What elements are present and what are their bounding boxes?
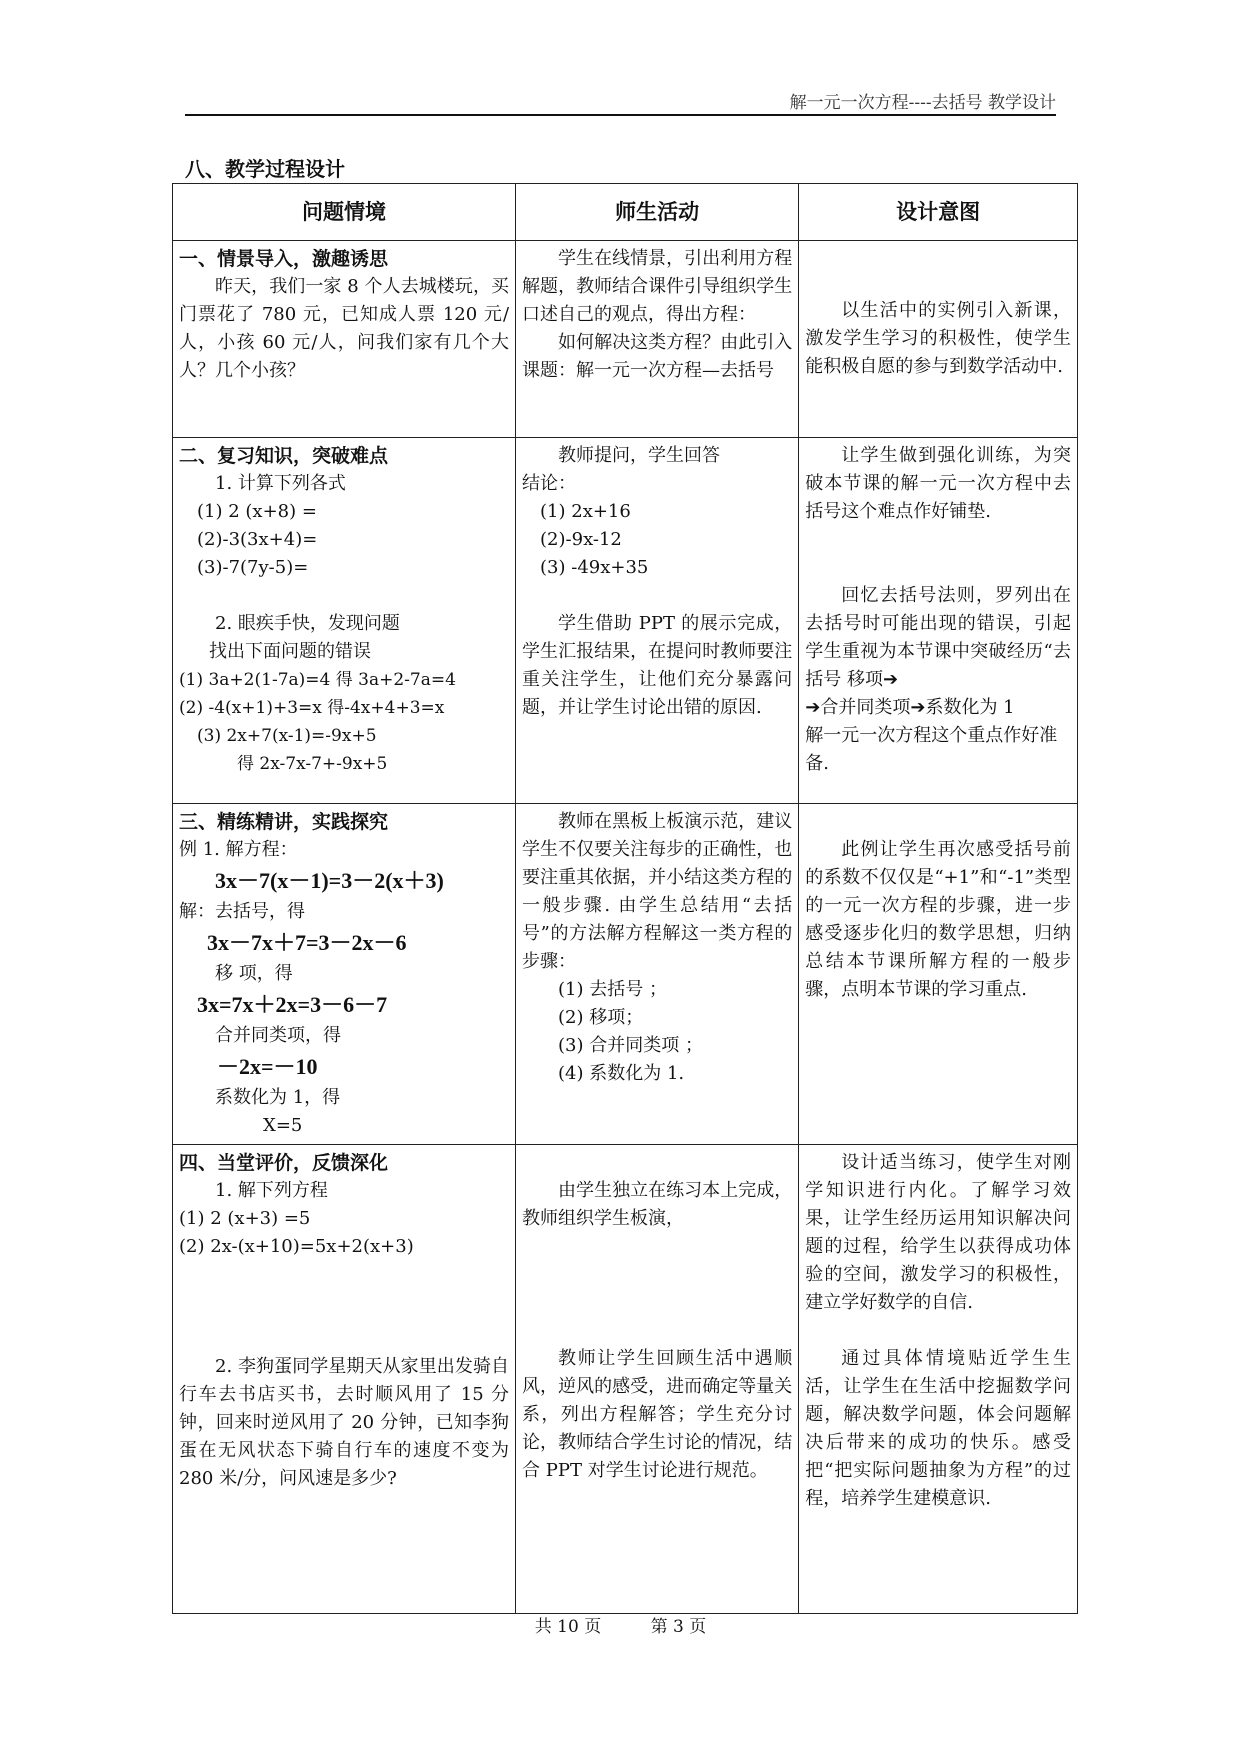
question-label: 1. 解下列方程 — [215, 1180, 328, 1201]
intent-text: 设计适当练习，使学生对刚学知识进行内化。了解学习效果，让学生经历运用知识解决问题的过程，给学生以获得成功体验的空间，激发学习的积极性，建立学好数学的自信. — [805, 1152, 1071, 1313]
question-label: 1. 计算下列各式 — [215, 473, 346, 494]
teaching-process-table — [172, 183, 1078, 1614]
step-item: (2) 移项； — [558, 1007, 644, 1028]
scenario-cell — [173, 1145, 516, 1614]
list-item: (1) 2 (x+8) = — [197, 501, 317, 522]
activity-cell — [516, 438, 799, 804]
question-label: 2. 眼疾手快，发现问题 — [215, 613, 400, 634]
intent-text-part: 合并同类项 — [820, 697, 911, 718]
section-title: 八、教学过程设计 — [185, 157, 345, 181]
activity-cell — [516, 241, 799, 438]
current-page: 第 3 页 — [650, 1617, 707, 1637]
scenario-cell — [173, 804, 516, 1145]
table-row — [173, 804, 1078, 1145]
equation: 3x=7x＋2x=3－6－7 — [197, 992, 388, 1017]
row-heading: 二、复习知识，突破难点 — [179, 445, 389, 467]
column-header-activity: 师生活动 — [516, 184, 799, 241]
solution-step: 系数化为 1，得 — [215, 1087, 341, 1108]
equation: －2x=－10 — [217, 1054, 318, 1079]
step-item: (1) 去括号 ； — [558, 979, 667, 1000]
row-heading: 四、当堂评价，反馈深化 — [179, 1152, 389, 1174]
example-label: 例 1. 解方程： — [179, 839, 298, 860]
intent-cell — [799, 438, 1078, 804]
intent-text: 此例让学生再次感受括号前的系数不仅仅是“+1”和“-1”类型的一元一次方程的步骤，进一步感受逐步化归的数学思想，归纳总结本节课所解方程的一般步骤，点明本节课的学习重点. — [805, 839, 1071, 1000]
intent-text: 通过具体情境贴近学生生活，让学生在生活中挖掘数学问题，解决数学问题，体会问题解决后带来的成功的快乐。感受把“把实际问题抽象为方程”的过程，培养学生建模意识. — [805, 1348, 1071, 1509]
intent-text-part: 回忆去括号法则，罗列出在去括号时可能出现的错误，引起学生重视为本节课中突破经历“去括号 移项 — [805, 585, 1071, 690]
question-sub: 找出下面问题的错误 — [209, 641, 371, 662]
answer-item: (2)-9x-12 — [540, 529, 622, 550]
scenario-cell — [173, 241, 516, 438]
list-item: 得 2x-7x-7+-9x+5 — [237, 754, 388, 774]
intent-text: 解一元一次方程这个重点作好准备. — [805, 725, 1058, 774]
page-footer — [0, 1612, 1241, 1637]
equation: 3x－7x＋7=3－2x－6 — [207, 930, 407, 955]
step-item: (4) 系数化为 1. — [558, 1063, 685, 1084]
activity-cell — [516, 1145, 799, 1614]
arrow-right-icon: ➔ — [910, 697, 926, 718]
activity-text: 学生在线情景，引出利用方程解题，教师结合课件引导组织学生口述自己的观点，得出方程： — [522, 248, 793, 325]
table-row — [173, 1145, 1078, 1614]
intent-cell — [799, 241, 1078, 438]
list-item: (1) 2 (x+3) =5 — [179, 1208, 311, 1229]
intent-cell — [799, 1145, 1078, 1614]
question-text: 2. 李狗蛋同学星期天从家里出发骑自行车去书店买书，去时顺风用了 15 分钟，回来时逆风用了 20 分钟，已知李狗蛋在无风状态下骑自行车的速度不变为 280 米/分，问风速是多少? — [179, 1356, 510, 1489]
column-header-scenario: 问题情境 — [173, 184, 516, 241]
activity-text: 由学生独立在练习本上完成，教师组织学生板演， — [522, 1180, 793, 1229]
answer-item: (3) -49x+35 — [540, 557, 649, 578]
activity-text: 教师让学生回顾生活中遇顺风，逆风的感受，进而确定等量关系，列出方程解答；学生充分讨论，教师结合学生讨论的情况，结合 PPT 对学生讨论进行规范。 — [522, 1348, 793, 1481]
intent-text: 以生活中的实例引入新课，激发学生学习的积极性，使学生能积极自愿的参与到数学活动中. — [805, 300, 1071, 377]
intent-text-line — [805, 694, 1071, 722]
header-divider — [185, 114, 1056, 116]
list-item: (1) 3a+2(1-7a)=4 得 3a+2-7a=4 — [179, 670, 456, 690]
column-header-intent: 设计意图 — [799, 184, 1078, 241]
arrow-right-icon: ➔ — [883, 669, 899, 690]
activity-text: 教师在黑板上板演示范，建议学生不仅要关注每步的正确性，也要注重其依据，并小结这类方程的一般步骤. 由学生总结用“去括号”的方法解方程解这一类方程的步骤： — [522, 811, 793, 972]
intent-text — [805, 582, 1071, 694]
activity-text: 学生借助 PPT 的展示完成，学生汇报结果，在提问时教师要注重关注学生，让他们充分暴露问题，并让学生讨论出错的原因. — [522, 613, 793, 718]
list-item: (3)-7(7y-5)= — [197, 557, 309, 578]
table-row — [173, 438, 1078, 804]
document-header-title: 解一元一次方程----去括号 教学设计 — [789, 93, 1056, 113]
row-heading: 一、情景导入，激趣诱思 — [179, 248, 389, 270]
problem-text: 昨天，我们一家 8 个人去城楼玩，买门票花了 780 元，已知成人票 120 元/人，小孩 60 元/人，问我们家有几个大人？几个小孩？ — [179, 276, 510, 381]
list-item: (2) 2x-(x+10)=5x+2(x+3) — [179, 1236, 414, 1257]
activity-cell — [516, 804, 799, 1145]
conclusion-label: 结论： — [522, 473, 577, 494]
scenario-cell — [173, 438, 516, 804]
list-item: (3) 2x+7(x-1)=-9x+5 — [197, 726, 377, 746]
equation: 3x－7(x－1)=3－2(x＋3) — [215, 868, 444, 893]
arrow-right-icon: ➔ — [805, 697, 821, 718]
intent-text: 让学生做到强化训练，为突破本节课的解一元一次方程中去括号这个难点作好铺垫. — [805, 445, 1071, 522]
list-item: (2)-3(3x+4)= — [197, 529, 318, 550]
answer-item: (1) 2x+16 — [540, 501, 631, 522]
row-heading: 三、精练精讲，实践探究 — [179, 811, 389, 833]
total-pages: 共 10 页 — [534, 1617, 602, 1637]
solution-step: 解：去括号，得 — [179, 901, 305, 922]
intent-cell — [799, 804, 1078, 1145]
solution-result: X=5 — [263, 1115, 303, 1136]
table-row — [173, 241, 1078, 438]
list-item: (2) -4(x+1)+3=x 得-4x+4+3=x — [179, 698, 445, 718]
solution-step: 合并同类项，得 — [215, 1025, 341, 1046]
activity-text: 教师提问，学生回答 — [558, 445, 721, 466]
solution-step: 移 项，得 — [215, 963, 293, 984]
activity-text: 如何解决这类方程？由此引入课题：解一元一次方程—去括号 — [522, 332, 793, 381]
intent-text-part: 系数化为 1 — [925, 697, 1015, 718]
step-item: (3) 合并同类项 ； — [558, 1035, 703, 1056]
